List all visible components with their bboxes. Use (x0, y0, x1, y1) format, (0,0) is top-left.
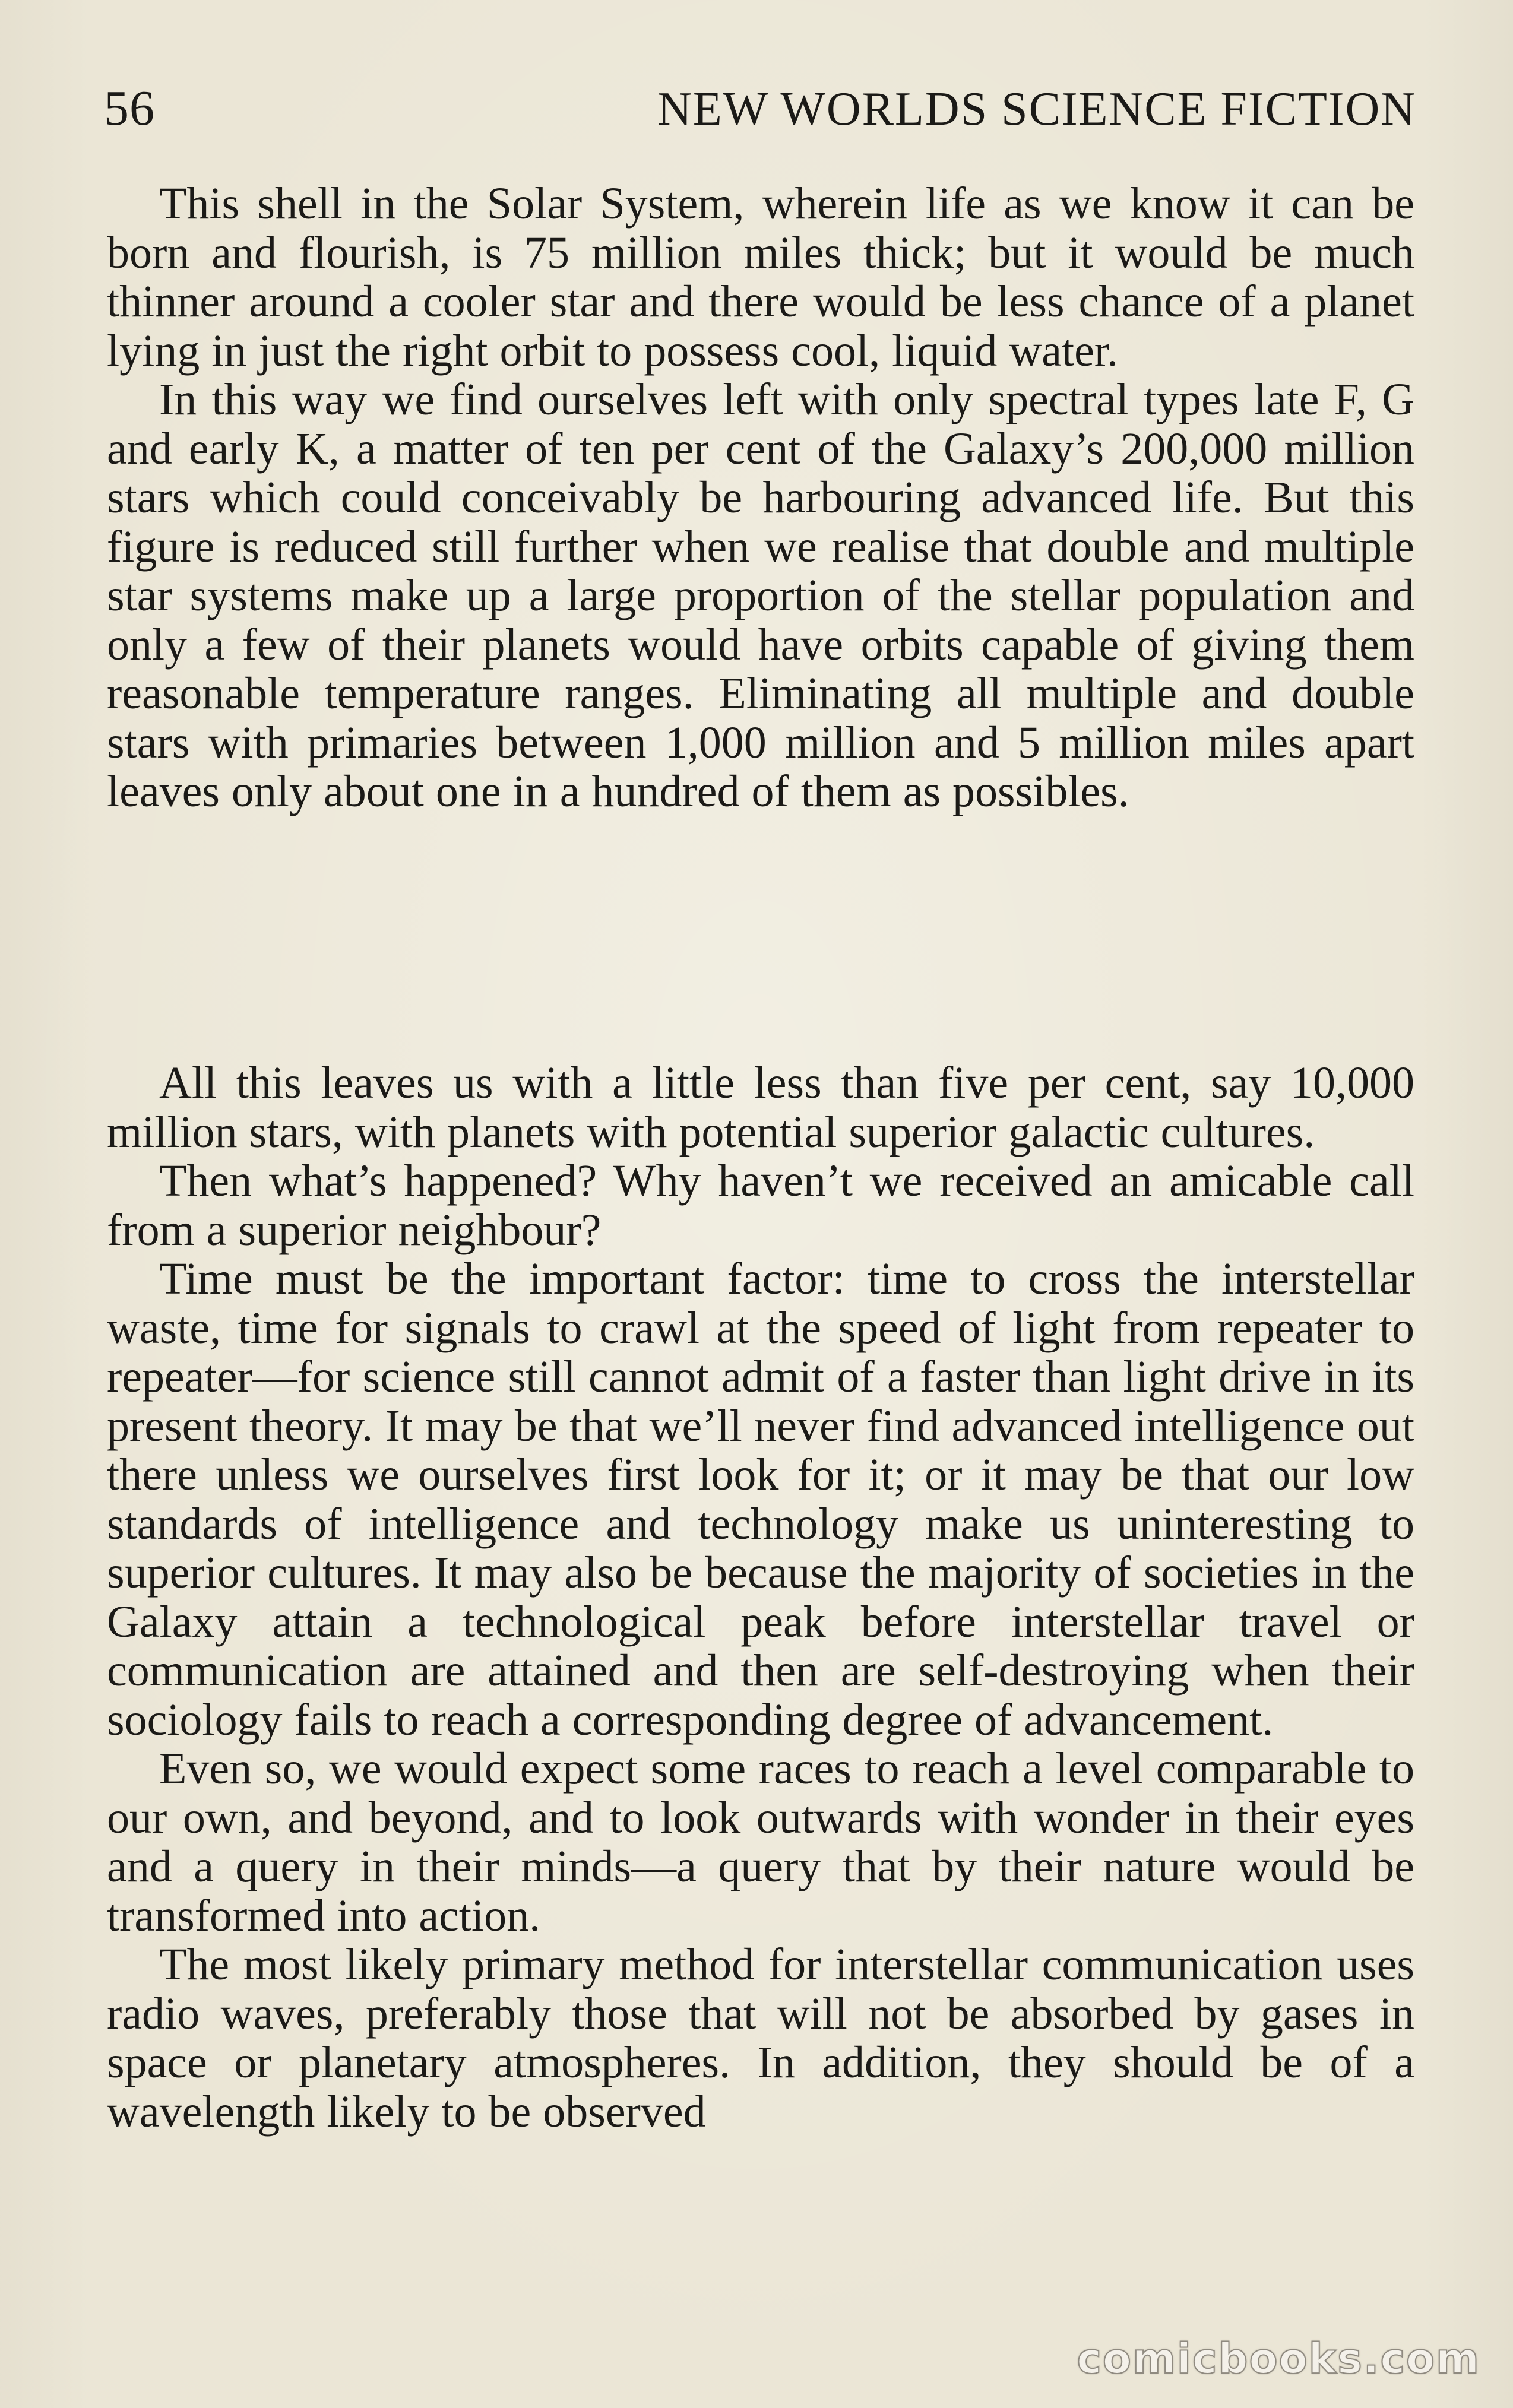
text-block-2 (107, 1059, 1414, 2136)
paragraph: Then what’s happened? Why haven’t we received an amicable call from a superior neighbour? (107, 1156, 1414, 1255)
paragraph: The most likely primary method for interstellar communication uses radio waves, preferably those that will not be absorbed by gases in space or planetary atmospheres. In addition, they should be of a wavelength likely to be observed (107, 1940, 1414, 2137)
text-block-1 (107, 179, 1414, 816)
paragraph: This shell in the Solar System, wherein life as we know it can be born and flourish, is 75 million miles thick; but it would be much thinner around a cooler star and there would be less chance of a planet lying in just the right orbit to possess cool, liquid water. (107, 179, 1414, 376)
paragraph: In this way we find ourselves left with only spectral types late F, G and early K, a matter of ten per cent of the Galaxy’s 200,000 million stars which could conceivably be harbouring advanced life. But this figure is reduced still further when we realise that double and multiple star systems make up a large proportion of the stellar population and only a few of their planets would have orbits capable of giving them reasonable temperature ranges. Eliminating all multiple and double stars with primaries between 1,000 million and 5 million miles apart leaves only about one in a hundred of them as possibles. (107, 375, 1414, 816)
watermark: comicbooks.com (1077, 2334, 1480, 2383)
paragraph: Time must be the important factor: time to cross the interstellar waste, time for signals to crawl at the speed of light from repeater to repeater—for science still cannot admit of a faster than light drive in its present theory. It may be that we’ll never find advanced intelligence out there unless we ourselves first look for it; or it may be that our low standards of intelligence and technology make us uninteresting to superior cultures. It may also be because the majority of societies in the Galaxy attain a technological peak before interstellar travel or communication are attained and then are self-destroying when their sociology fails to reach a corresponding degree of advancement. (107, 1254, 1414, 1745)
running-head: NEW WORLDS SCIENCE FICTION (657, 83, 1416, 135)
page-number: 56 (104, 81, 155, 136)
page-header (104, 76, 1416, 141)
paragraph: All this leaves us with a little less than five per cent, say 10,000 million stars, with planets with potential superior galactic cultures. (107, 1058, 1414, 1157)
paragraph: Even so, we would expect some races to reach a level comparable to our own, and beyond, and to look outwards with wonder in their eyes and a query in their minds—a query that by their nature would be transformed into action. (107, 1744, 1414, 1941)
